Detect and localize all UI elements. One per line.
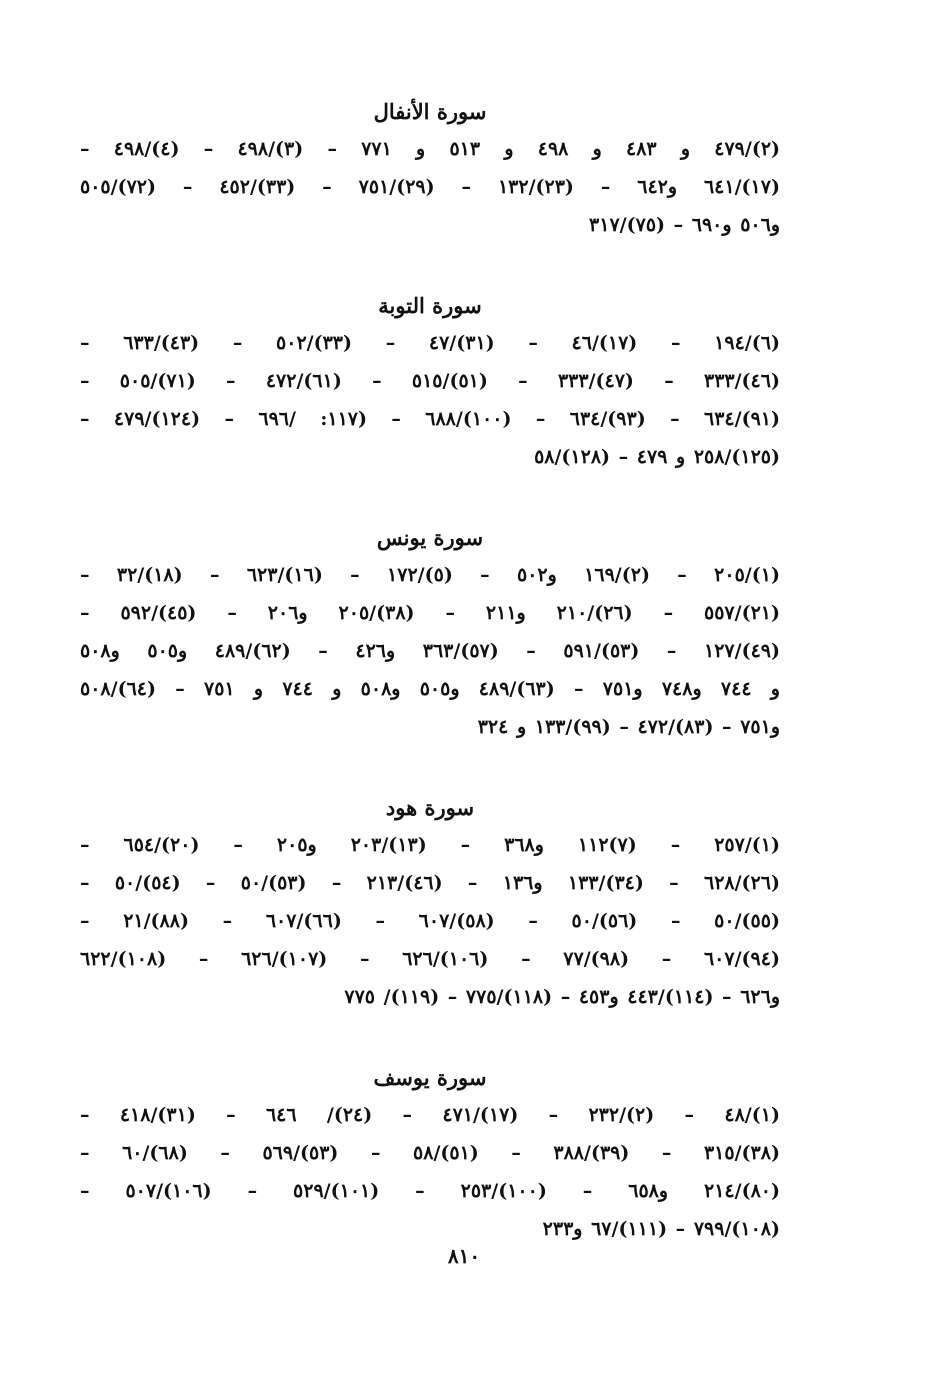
verse-reference-line: (٣٨)/٣١٥ – (٣٩)/٣٨٨ – (٥١)/٥٨ – (٥٣)/٥٦٩ – (٦٨)/٦٠ –: [80, 1142, 780, 1164]
page-number: ٨١٠: [447, 1244, 481, 1268]
verse-reference-line: (١)/٢٥٧ – (٧)١١٢ و٣٦٨ – (١٣)/٢٠٣ و٢٠٥ – (٢٠)/٦٥٤ –: [80, 834, 780, 856]
verse-reference-line: (١٧)/٦٤١ و٦٤٢ – (٢٣)/١٣٢ – (٢٩)/٧٥١ – (٣٣)/٤٥٢ – (٧٢)/٥٠٥: [80, 176, 780, 198]
section-title: سورة التوبة: [378, 293, 482, 318]
verse-reference-line: (٤٩)/١٢٧ – (٥٣)/٥٩١ – (٥٧)/٣٦٣ و٤٢٦ – (٦٢)/٤٨٩ و٥٠٥ و٥٠٨: [80, 640, 780, 662]
verse-reference-line: (٥٥)/٥٠ – (٥٦)/٥٠ – (٥٨)/٦٠٧ – (٦٦)/٦٠٧ – (٨٨)/٢١ –: [80, 910, 780, 932]
verse-reference-line: و٦٢٦ – (١١٤)/٤٤٣ و٤٥٣ – (١١٨)/٧٧٥ – (١١٩)/ ٧٧٥: [344, 986, 780, 1008]
verse-reference-line: (١)/٢٠٥ – (٢)/١٦٩ و٥٠٢ – (٥)/١٧٢ – (١٦)/٦٢٣ – (١٨)/٣٢ –: [80, 564, 780, 586]
verse-reference-line: (٢)/٤٧٩ و ٤٨٣ و ٤٩٨ و ٥١٣ و ٧٧١ – (٣)/٤٩٨ – (٤)/٤٩٨ –: [80, 138, 780, 160]
verse-reference-line: (٩٤)/٦٠٧ – (٩٨)/٧٧ – (١٠٦)/٦٢٦ – (١٠٧)/٦٢٦ – (١٠٨)/٦٢٢: [80, 948, 780, 970]
section-title: سورة يوسف: [373, 1065, 487, 1090]
surah-section-yunus: [80, 522, 780, 746]
verse-reference-line: (٦)/١٩٤ – (١٧)/٤٦ – (٣١)/٤٧ – (٣٣)/٥٠٢ – (٤٣)/٦٣٣ –: [80, 332, 780, 354]
section-title: سورة الأنفال: [373, 99, 487, 124]
surah-section-anfal: [80, 96, 780, 244]
verse-reference-line: (٨٠)/٢١٤ و٦٥٨ – (١٠٠)/٢٥٣ – (١٠١)/٥٢٩ – (١٠٦)/٥٠٧ –: [80, 1180, 780, 1202]
verse-reference-line: و٧٥١ – (٨٣)/٤٧٢ – (٩٩)/١٣٣ و ٣٢٤: [477, 716, 780, 738]
verse-reference-line: (١٠٨)/٧٩٩ – (١١١)/٦٧ و٢٣٣: [542, 1218, 780, 1240]
verse-reference-line: (٢٦)/٦٢٨ – (٣٤)/١٣٣ و١٣٦ – (٤٦)/٢١٣ – (٥٣)/٥٠ – (٥٤)/٥٠ –: [80, 872, 780, 894]
section-title: سورة هود: [385, 795, 475, 820]
surah-section-hud: [80, 792, 780, 1016]
surah-section-tawbah: [80, 290, 780, 476]
section-title: سورة يونس: [376, 525, 484, 550]
surah-section-yusuf: [80, 1062, 780, 1248]
verse-reference-line: (٩١)/٦٣٤ – (٩٣)/٦٣٤ – (١٠٠)/٦٨٨ – (١١٧: /٦٩٦ – (١٢٤)/٤٧٩ –: [80, 408, 780, 430]
verse-reference-line: (٤٦)/٣٣٣ – (٤٧)/٣٣٣ – (٥١)/٥١٥ – (٦١)/٤٧٢ – (٧١)/٥٠٥ –: [80, 370, 780, 392]
index-page-body: [80, 96, 780, 1294]
verse-reference-line: و٥٠٦ و٦٩٠ – (٧٥)/٣١٧: [589, 214, 780, 236]
verse-reference-line: (٢١)/٥٥٧ – (٢٦)/٢١٠ و٢١١ – (٣٨)/٢٠٥ و٢٠٦ – (٤٥)/٥٩٢ –: [80, 602, 780, 624]
verse-reference-line: (١٢٥)/٢٥٨ و ٤٧٩ – (١٢٨)/٥٨: [534, 446, 780, 468]
verse-reference-line: و ٧٤٤ و٧٤٨ و٧٥١ – (٦٣)/٤٨٩ و٥٠٥ و٥٠٨ و ٧٤٤ و ٧٥١ – (٦٤)/٥٠٨: [80, 678, 780, 700]
verse-reference-line: (١)/٤٨ – (٢)/٢٣٢ – (١٧)/٤٧١ – (٢٤)/ ٦٤٦ – (٣١)/٤١٨ –: [80, 1104, 780, 1126]
